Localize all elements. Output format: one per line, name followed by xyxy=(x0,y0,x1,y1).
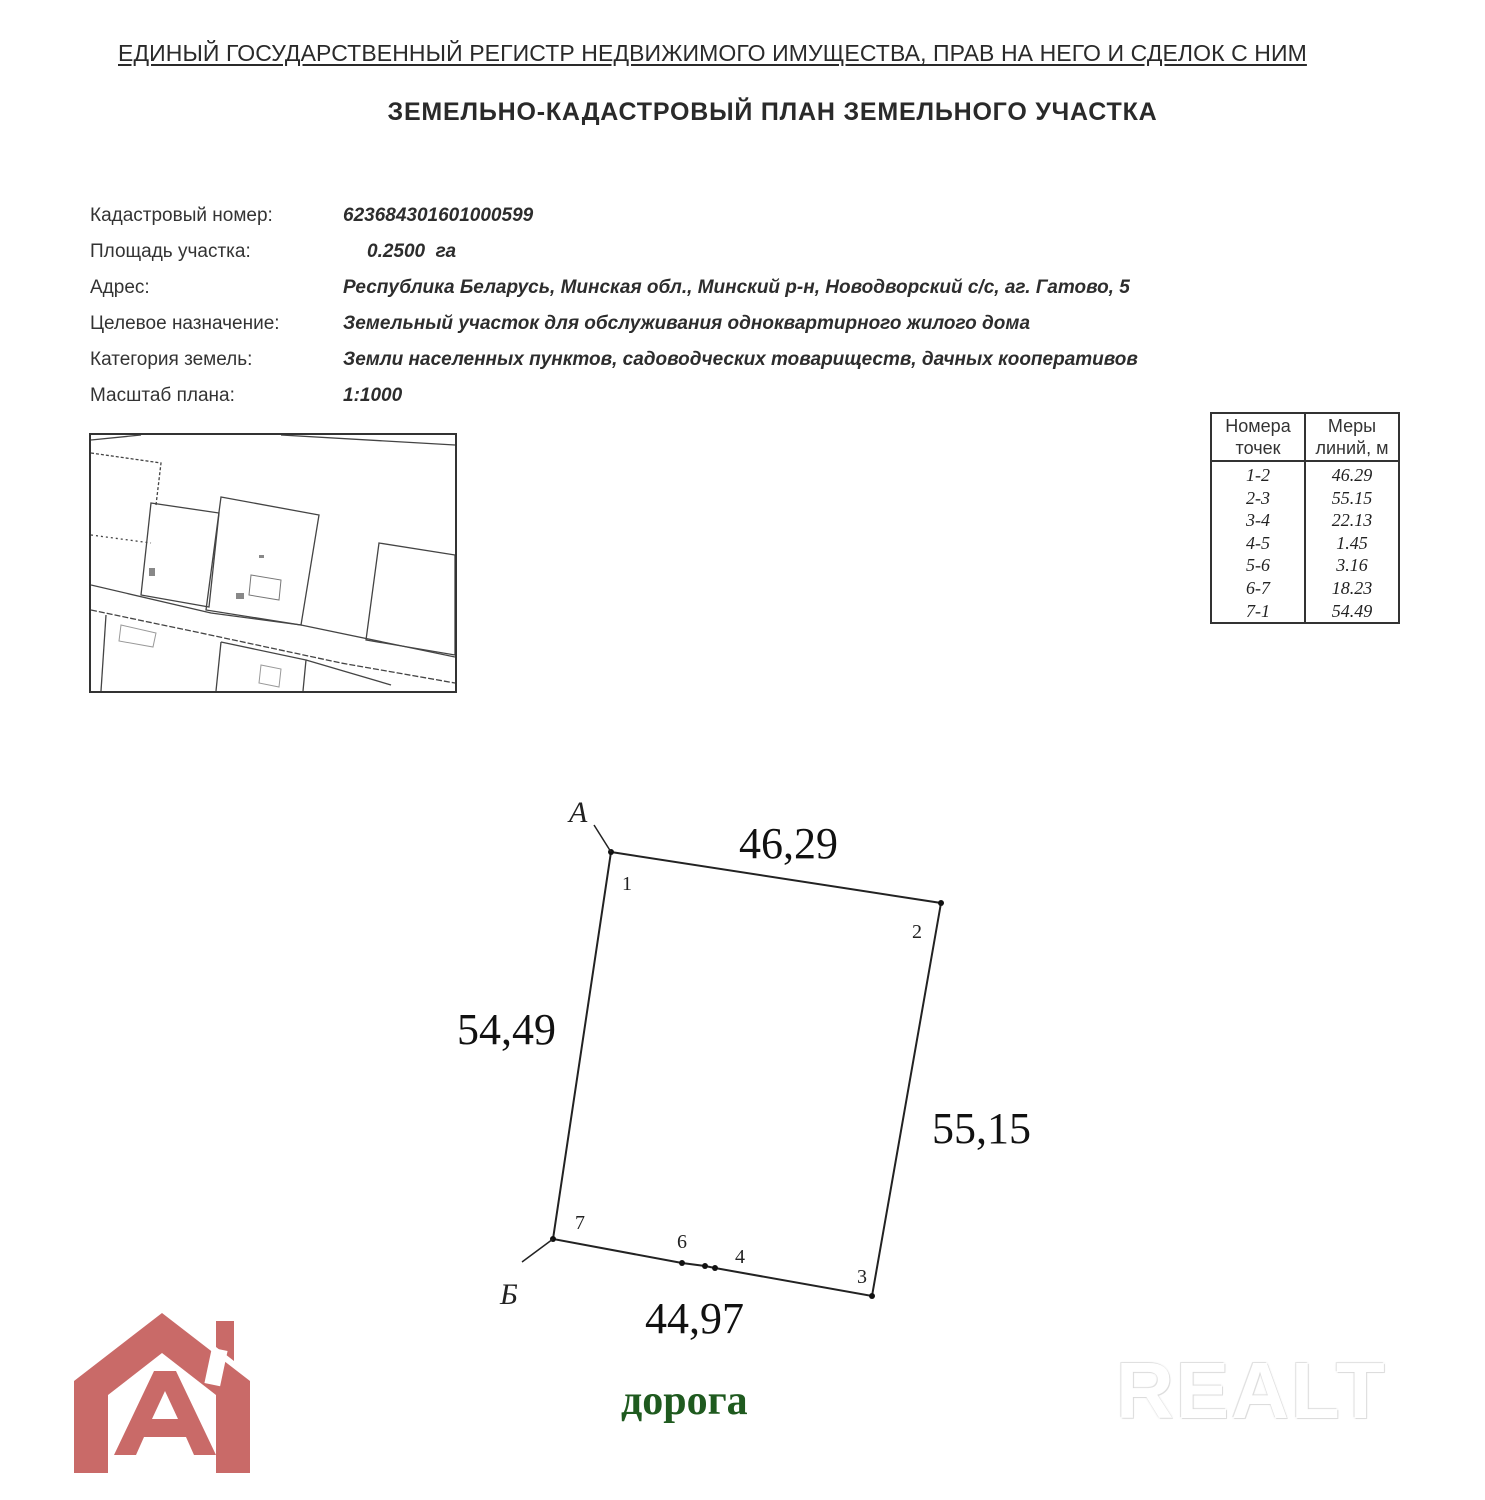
point-label-1: 1 xyxy=(622,873,632,895)
point-label-3: 3 xyxy=(857,1266,867,1288)
scale-value: 1:1000 xyxy=(343,385,403,406)
vertex-5 xyxy=(702,1263,708,1269)
marker-a-leader xyxy=(594,825,611,852)
point-label-2: 2 xyxy=(912,921,922,943)
point-label-6: 6 xyxy=(677,1231,687,1253)
lengths-header: Меры линий, м xyxy=(1305,413,1399,461)
length-cell: 22.13 xyxy=(1305,509,1399,532)
purpose-label: Целевое назначение: xyxy=(90,313,280,334)
length-cell: 1.45 xyxy=(1305,532,1399,555)
registry-header: ЕДИНЫЙ ГОСУДАРСТВЕННЫЙ РЕГИСТР НЕДВИЖИМОГО ИМУЩЕСТВА, ПРАВ НА НЕГО И СДЕЛОК С НИМ xyxy=(118,40,1307,66)
side-length-top: 46,29 xyxy=(739,819,838,868)
marker-b-leader xyxy=(522,1239,553,1262)
category-value: Земли населенных пунктов, садоводческих товариществ, дачных кооперативов xyxy=(343,349,1138,370)
length-cell: 46.29 xyxy=(1305,461,1399,487)
area-label: Площадь участка: xyxy=(90,241,251,262)
road-label: дорога xyxy=(621,1378,748,1424)
points-cell: 6-7 xyxy=(1211,577,1305,600)
realt-logo-icon xyxy=(66,1303,258,1481)
purpose-value: Земельный участок для обслуживания одноквартирного жилого дома xyxy=(343,313,1031,334)
points-header: Номера точек xyxy=(1211,413,1305,461)
cadastral-label: Кадастровый номер: xyxy=(90,205,273,226)
document-title: ЗЕМЕЛЬНО-КАДАСТРОВЫЙ ПЛАН ЗЕМЕЛЬНОГО УЧАСТКА xyxy=(387,98,1158,126)
points-cell: 2-3 xyxy=(1211,487,1305,510)
side-length-left: 54,49 xyxy=(457,1005,556,1054)
length-cell: 55.15 xyxy=(1305,487,1399,510)
points-cell: 3-4 xyxy=(1211,509,1305,532)
cadastral-value: 623684301601000599 xyxy=(343,205,534,226)
vertex-3 xyxy=(869,1293,875,1299)
points-cell: 4-5 xyxy=(1211,532,1305,555)
length-cell: 54.49 xyxy=(1305,600,1399,624)
points-cell: 1-2 xyxy=(1211,461,1305,487)
side-length-right: 55,15 xyxy=(932,1104,1031,1153)
boundary-vertices xyxy=(550,849,944,1299)
parcel-boundary xyxy=(553,852,941,1296)
length-cell: 18.23 xyxy=(1305,577,1399,600)
scale-label: Масштаб плана: xyxy=(90,385,235,406)
point-label-7: 7 xyxy=(575,1212,585,1234)
point-label-4: 4 xyxy=(735,1246,745,1268)
points-cell: 5-6 xyxy=(1211,554,1305,577)
marker-a-label: А xyxy=(569,796,588,829)
marker-b-label: Б xyxy=(500,1278,518,1311)
area-value: 0.2500 га xyxy=(367,241,457,262)
address-value: Республика Беларусь, Минская обл., Минский р-н, Новодворский с/с, аг. Гатово, 5 xyxy=(343,277,1130,298)
category-label: Категория земель: xyxy=(90,349,253,370)
vertex-2 xyxy=(938,900,944,906)
length-cell: 3.16 xyxy=(1305,554,1399,577)
address-label: Адрес: xyxy=(90,277,150,298)
realt-watermark: REALT xyxy=(1116,1346,1387,1435)
vertex-4 xyxy=(712,1265,718,1271)
vertex-6 xyxy=(679,1260,685,1266)
points-cell: 7-1 xyxy=(1211,600,1305,624)
side-length-bottom: 44,97 xyxy=(645,1294,744,1343)
